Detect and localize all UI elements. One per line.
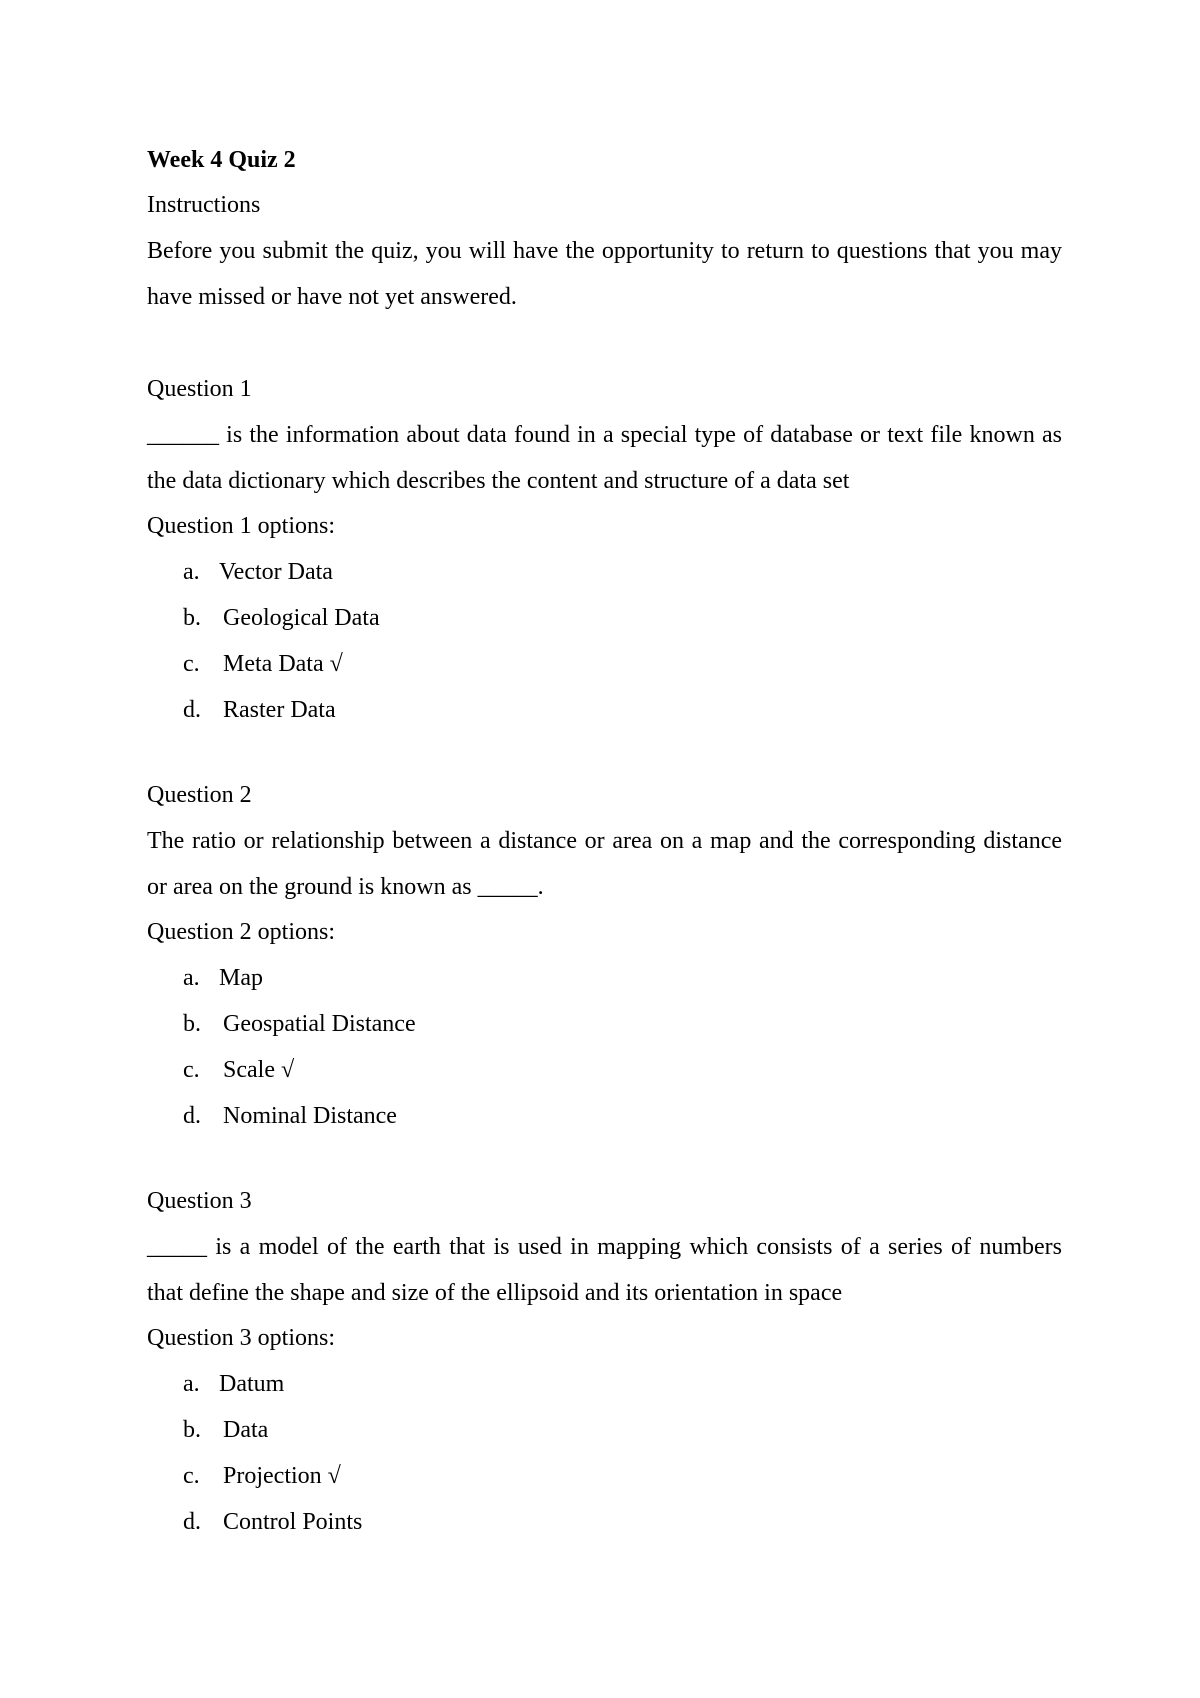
option-item — [147, 1093, 1062, 1139]
document-page — [147, 138, 1062, 1545]
option-marker: b. — [183, 1011, 201, 1037]
option-marker: d. — [183, 1103, 201, 1129]
option-label: Nominal Distance — [223, 1103, 397, 1129]
options-list — [147, 549, 1062, 733]
option-label: Geological Data — [223, 605, 380, 631]
question-heading: Question 2 — [147, 782, 252, 808]
option-marker: c. — [183, 1057, 200, 1083]
options-label: Question 3 options: — [147, 1325, 336, 1351]
option-marker: a. — [183, 1371, 200, 1397]
option-item — [147, 1453, 1062, 1499]
option-item — [147, 955, 1062, 1001]
option-item — [147, 549, 1062, 595]
question-2 — [147, 773, 1062, 1139]
option-item — [147, 687, 1062, 733]
question-text: The ratio or relationship between a distance or area on a map and the corresponding distance or area on the ground is known as _____. — [147, 828, 1062, 900]
option-marker: d. — [183, 1509, 201, 1535]
instructions-heading: Instructions — [147, 192, 261, 218]
option-item — [147, 1361, 1062, 1407]
option-label: Map — [219, 965, 263, 991]
option-marker: a. — [183, 559, 200, 585]
option-label: Data — [223, 1417, 269, 1443]
option-marker: c. — [183, 651, 200, 677]
option-item — [147, 641, 1062, 687]
option-label: Scale √ — [223, 1057, 295, 1083]
option-item — [147, 1407, 1062, 1453]
option-label: Vector Data — [219, 559, 333, 585]
option-label: Meta Data √ — [223, 651, 343, 677]
option-label: Raster Data — [223, 697, 336, 723]
option-item — [147, 595, 1062, 641]
question-heading: Question 1 — [147, 376, 252, 402]
question-text: ______ is the information about data found in a special type of database or text file known as the data dictionary which describes the content and structure of a data set — [147, 422, 1062, 494]
section-spacer — [147, 733, 1062, 773]
question-3 — [147, 1179, 1062, 1545]
option-item — [147, 1499, 1062, 1545]
option-marker: b. — [183, 1417, 201, 1443]
option-label: Control Points — [223, 1509, 363, 1535]
document-title: Week 4 Quiz 2 — [147, 147, 296, 173]
question-heading: Question 3 — [147, 1188, 252, 1214]
option-marker: b. — [183, 605, 201, 631]
question-text: _____ is a model of the earth that is used in mapping which consists of a series of numbers that define the shape and size of the ellipsoid and its orientation in space — [147, 1234, 1062, 1306]
option-label: Projection √ — [223, 1463, 341, 1489]
options-label: Question 2 options: — [147, 919, 336, 945]
option-marker: c. — [183, 1463, 200, 1489]
options-label: Question 1 options: — [147, 513, 336, 539]
option-marker: a. — [183, 965, 200, 991]
option-item — [147, 1047, 1062, 1093]
instructions-text: Before you submit the quiz, you will have the opportunity to return to questions that you may have missed or have not yet answered. — [147, 238, 1062, 310]
options-list — [147, 1361, 1062, 1545]
option-item — [147, 1001, 1062, 1047]
options-list — [147, 955, 1062, 1139]
section-spacer — [147, 1139, 1062, 1179]
option-marker: d. — [183, 697, 201, 723]
section-spacer — [147, 320, 1062, 367]
question-1 — [147, 367, 1062, 733]
option-label: Geospatial Distance — [223, 1011, 416, 1037]
option-label: Datum — [219, 1371, 285, 1397]
